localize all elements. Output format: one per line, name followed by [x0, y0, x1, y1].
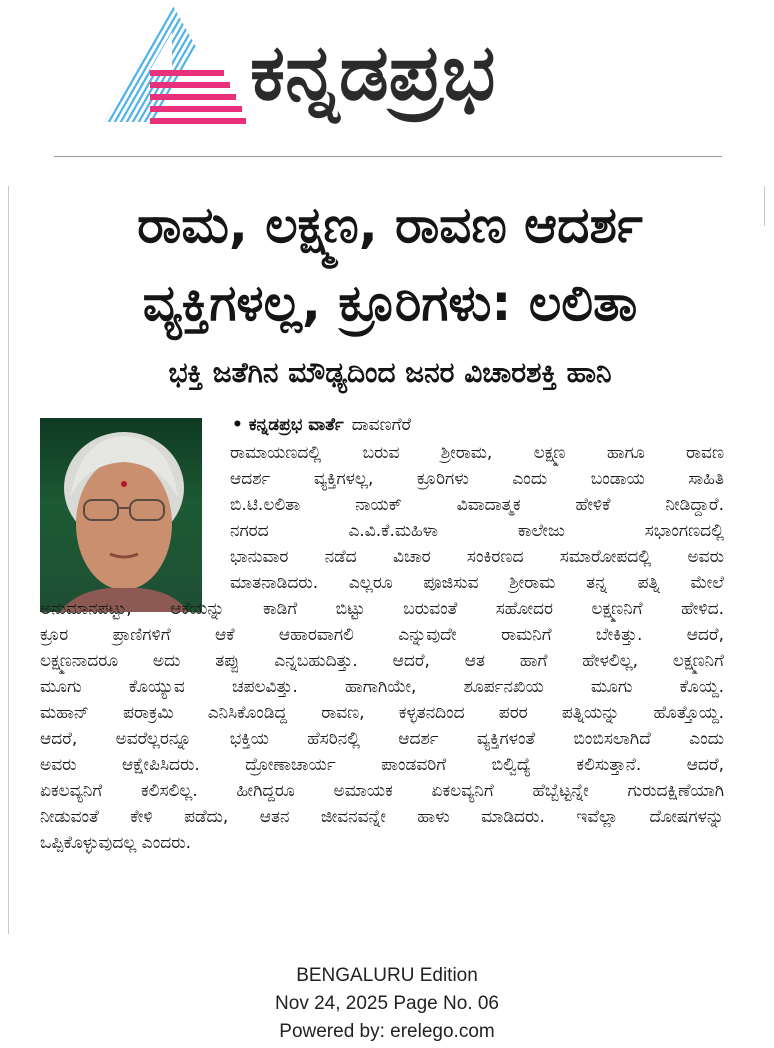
masthead-divider [54, 156, 722, 157]
body-line: ಭಾನುವಾರ ನಡೆದ ವಿಚಾರ ಸಂಕಿರಣದ ಸಮಾರೋಪದಲ್ಲಿ ಅವರು [230, 547, 724, 567]
byline [232, 413, 411, 437]
kannada-prabha-logo-icon [100, 4, 250, 126]
body-line: ಮಾತನಾಡಿದರು. ಎಲ್ಲರೂ ಪೂಜಿಸುವ ಶ್ರೀರಾಮ ತನ್ನ ಪತ್ನಿ ಮೇಲೆ [230, 573, 724, 593]
body-line: ಆದರ್ಶ ವ್ಯಕ್ತಿಗಳಲ್ಲ, ಕ್ರೂರಿಗಳು ಎಂದು ಬಂಡಾಯ ಸಾಹಿತಿ [230, 469, 724, 489]
body-line: ರಾಮಾಯಣದಲ್ಲಿ ಬರುವ ಶ್ರೀರಾಮ, ಲಕ್ಷ್ಮಣ ಹಾಗೂ ರಾವಣ [230, 443, 724, 463]
headline [20, 186, 760, 342]
masthead [0, 0, 774, 158]
column-rule-left [8, 186, 9, 934]
body-line: ಒಪ್ಪಿಕೊಳ್ಳುವುದಲ್ಲ ಎಂದರು. [40, 833, 192, 853]
body-line: ಲಕ್ಷ್ಮಣನಾದರೂ ಅದು ತಪ್ಪು ಎನ್ನಬಹುದಿತ್ತು. ಆದರೆ, ಆತ ಹಾಗೆ ಹೇಳಲಿಲ್ಲ, ಲಕ್ಷ್ಮಣನಿಗೆ [40, 651, 724, 671]
body-line: ಮೂಗು ಕೊಯ್ಯುವ ಚಪಲವಿತ್ತು. ಹಾಗಾಗಿಯೇ, ಶೂರ್ಪನಖಿಯ ಮೂಗು ಕೊಯ್ದ. [40, 677, 724, 697]
body-line: ಆದರೆ, ಅವರೆಲ್ಲರನ್ನೂ ಭಕ್ತಿಯ ಹೆಸರಿನಲ್ಲಿ ಆದರ್ಶ ವ್ಯಕ್ತಿಗಳಂತೆ ಬಿಂಬಿಸಲಾಗಿದೆ ಎಂದು [40, 729, 724, 749]
body-line: ಅನುಮಾನಪಟ್ಟು, ಆಕೆಯನ್ನು ಕಾಡಿಗೆ ಬಿಟ್ಟು ಬರುವಂತೆ ಸಹೋದರ ಲಕ್ಷ್ಮಣನಿಗೆ ಹೇಳಿದ. [40, 599, 724, 619]
brand-name: ಕನ್ನಡಪ್ರಭ [250, 28, 496, 118]
footer-date-page: Nov 24, 2025 Page No. 06 [275, 993, 499, 1014]
body-line: ಬಿ.ಟಿ.ಲಲಿತಾ ನಾಯಕ್ ವಿವಾದಾತ್ಮಕ ಹೇಳಿಕೆ ನೀಡಿದ್ದಾರೆ. [230, 495, 724, 515]
body-line: ಕ್ರೂರ ಪ್ರಾಣಿಗಳಿಗೆ ಆಕೆ ಆಹಾರವಾಗಲಿ ಎನ್ನುವುದೇ ರಾಮನಿಗೆ ಬೇಕಿತ್ತು. ಆದರೆ, [40, 625, 724, 645]
body-line: ಮಹಾನ್ ಪರಾಕ್ರಮಿ ಎನಿಸಿಕೊಂಡಿದ್ದ ರಾವಣ, ಕಳ್ಳತನದಿಂದ ಪರರ ಪತ್ನಿಯನ್ನು ಹೊತ್ತೊಯ್ದ. [40, 703, 724, 723]
body-line: ಅವರು ಆಕ್ಷೇಪಿಸಿದರು. ದ್ರೋಣಾಚಾರ್ಯ ಪಾಂಡವರಿಗೆ ಬಿಲ್ವಿದ್ಯೆ ಕಲಿಸುತ್ತಾನೆ. ಆದರೆ, [40, 755, 724, 775]
headline-line-1: ರಾಮ, ಲಕ್ಷ್ಮಣ, ರಾವಣ ಆದರ್ಶ [137, 196, 643, 254]
headline-line-2: ವ್ಯಕ್ತಿಗಳಲ್ಲ, ಕ್ರೂರಿಗಳು: ಲಲಿತಾ [142, 274, 638, 332]
byline-source: ಕನ್ನಡಪ್ರಭ ವಾರ್ತೆ [248, 415, 344, 435]
bullet-icon: • [232, 415, 243, 435]
subheadline: ಭಕ್ತಿ ಜತೆಗಿನ ಮೌಢ್ಯದಿಂದ ಜನರ ವಿಚಾರಶಕ್ತಿ ಹಾನಿ [168, 356, 612, 389]
footer-edition: BENGALURU Edition [296, 965, 478, 986]
byline-place: ದಾವಣಗೆರೆ [351, 415, 412, 435]
column-rule-right [764, 186, 765, 226]
footer-powered-by: Powered by: erelego.com [279, 1021, 495, 1042]
body-line: ನಗರದ ಎ.ವಿ.ಕೆ.ಮಹಿಳಾ ಕಾಲೇಜು ಸಭಾಂಗಣದಲ್ಲಿ [230, 521, 724, 541]
body-line: ನೀಡುವಂತೆ ಕೇಳಿ ಪಡೆದು, ಆತನ ಜೀವನವನ್ನೇ ಹಾಳು ಮಾಡಿದರು. ಇವೆಲ್ಲಾ ದೋಷಗಳನ್ನು [40, 807, 724, 827]
body-line: ಏಕಲವ್ಯನಿಗೆ ಕಲಿಸಲಿಲ್ಲ. ಹೀಗಿದ್ದರೂ ಅಮಾಯಕ ಏಕಲವ್ಯನಿಗೆ ಹೆಬ್ಬೆಟ್ಟನ್ನೇ ಗುರುದಕ್ಷಿಣೆಯಾಗಿ [40, 781, 724, 801]
article-body [40, 440, 724, 856]
edition-footer [0, 962, 774, 1046]
